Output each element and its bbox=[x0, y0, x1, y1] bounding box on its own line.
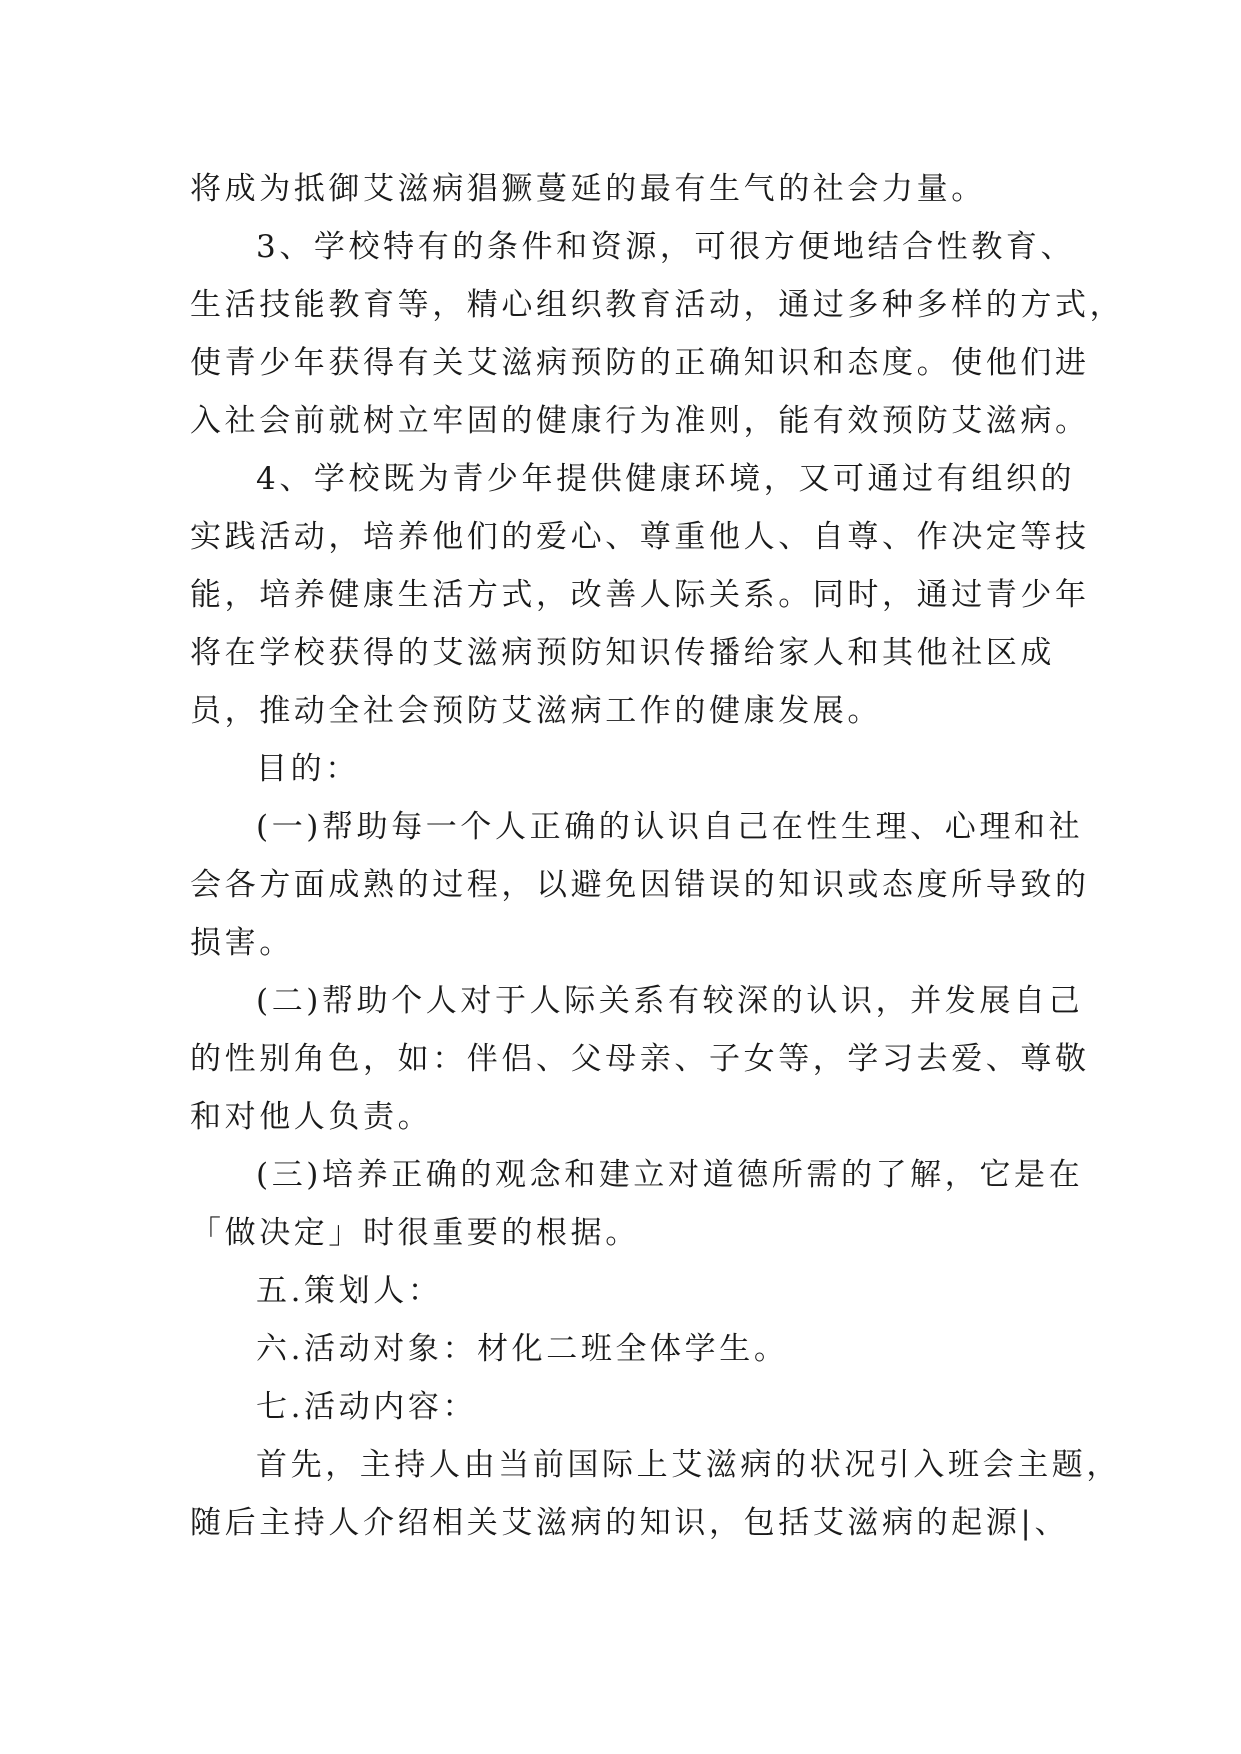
text-line: 的性别角色，如：伴侣、父母亲、子女等，学习去爱、尊敬 bbox=[190, 1041, 1090, 1077]
text-line: 使青少年获得有关艾滋病预防的正确知识和态度。使他们进 bbox=[190, 345, 1090, 381]
text-line: 将成为抵御艾滋病猖獗蔓延的最有生气的社会力量。 bbox=[190, 171, 986, 207]
text-line: 损害。 bbox=[190, 925, 294, 961]
section-heading: 五.策划人： bbox=[256, 1273, 443, 1309]
document-body bbox=[190, 160, 1125, 1552]
text-line: 能，培养健康生活方式，改善人际关系。同时，通过青少年 bbox=[190, 577, 1090, 613]
text-line: (三)培养正确的观念和建立对道德所需的了解，它是在 bbox=[256, 1157, 1084, 1193]
text-line: 生活技能教育等，精心组织教育活动，通过多种多样的方式， bbox=[190, 287, 1125, 323]
text-line: 和对他人负责。 bbox=[190, 1099, 433, 1135]
section-heading: 七.活动内容： bbox=[256, 1389, 478, 1425]
text-line: 入社会前就树立牢固的健康行为准则，能有效预防艾滋病。 bbox=[190, 403, 1090, 439]
section-heading: 六.活动对象：材化二班全体学生。 bbox=[256, 1331, 789, 1367]
text-line: 4、学校既为青少年提供健康环境，又可通过有组织的 bbox=[256, 461, 1076, 497]
text-line: 3、学校特有的条件和资源，可很方便地结合性教育、 bbox=[256, 229, 1076, 265]
text-line: 首先，主持人由当前国际上艾滋病的状况引入班会主题， bbox=[256, 1447, 1121, 1483]
text-line: 「做决定」时很重要的根据。 bbox=[190, 1215, 640, 1251]
text-line: 将在学校获得的艾滋病预防知识传播给家人和其他社区成 bbox=[190, 635, 1055, 671]
text-line: (二)帮助个人对于人际关系有较深的认识，并发展自己 bbox=[256, 983, 1084, 1019]
text-line: 员，推动全社会预防艾滋病工作的健康发展。 bbox=[190, 693, 882, 729]
text-line: 会各方面成熟的过程，以避免因错误的知识或态度所导致的 bbox=[190, 867, 1090, 903]
text-line: 实践活动，培养他们的爱心、尊重他人、自尊、作决定等技 bbox=[190, 519, 1090, 555]
text-line: 随后主持人介绍相关艾滋病的知识，包括艾滋病的起源|、 bbox=[190, 1505, 1070, 1541]
section-heading: 目的： bbox=[256, 751, 360, 787]
text-line: (一)帮助每一个人正确的认识自己在性生理、心理和社 bbox=[256, 809, 1084, 845]
